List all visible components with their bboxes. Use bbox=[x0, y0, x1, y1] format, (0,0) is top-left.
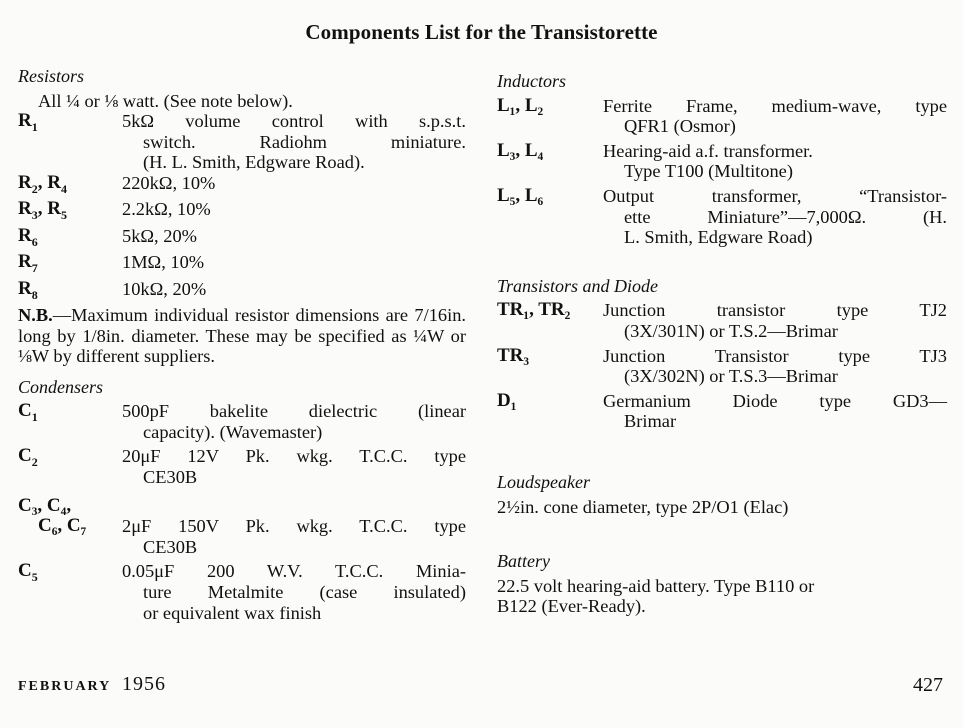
resistors-intro: All ¼ or ⅛ watt. (See note below). bbox=[38, 90, 293, 111]
resistors-heading: Resistors bbox=[18, 66, 85, 86]
transistor-tr3 bbox=[497, 346, 947, 387]
page-title: Components List for the Transistorette bbox=[305, 20, 658, 44]
ref-label: TR₃ bbox=[497, 344, 530, 366]
ref-description: Ferrite Frame, medium-wave, type QFR1 (Osmor) bbox=[603, 95, 947, 137]
left-column bbox=[18, 66, 466, 623]
ref-description: 10kΩ, 20% bbox=[122, 278, 207, 299]
ref-label: $R_3$, $R_5$ bbox=[18, 198, 67, 223]
ref-description: 220kΩ, 10% bbox=[122, 172, 216, 193]
inductor-l5-l6 bbox=[497, 186, 947, 248]
ref-label: D₁ bbox=[497, 389, 517, 411]
ref-description: 5kΩ volume control with s.p.s.t. switch. Radiohm miniature. (H. L. Smith, Edgware Road). bbox=[122, 111, 466, 173]
resistor-r6 bbox=[18, 226, 466, 252]
ref-label: $C_2$ bbox=[18, 445, 38, 470]
resistor-r2-r4 bbox=[18, 173, 466, 199]
ref-label: L₁, L₂ bbox=[497, 94, 544, 116]
condenser-c2 bbox=[18, 446, 466, 487]
ref-description: Output transformer, “Transistor- ette Miniature”—7,000Ω. (H. L. Smith, Edgware Road) bbox=[603, 185, 947, 248]
ref-description: Germanium Diode type GD3— Brimar bbox=[603, 390, 947, 432]
resistor-note bbox=[18, 305, 466, 367]
ref-description: 500pF bakelite dielectric (linear capacity). (Wavemaster) bbox=[122, 401, 466, 442]
condenser-c3-c4-label: C₃, C₄, bbox=[18, 494, 72, 516]
ref-description: 0.05μF 200 W.V. T.C.C. Minia- ture Metalmite (case insulated) or equivalent wax finish bbox=[122, 561, 466, 623]
ref-description: Junction transistor type TJ2 (3X/301N) or T.S.2—Brimar bbox=[603, 300, 947, 341]
ref-label: L₅, L₆ bbox=[497, 184, 544, 206]
footer-year: 1956 bbox=[122, 673, 167, 695]
footer-month: FEBRUARY bbox=[18, 679, 112, 694]
resistor-r1 bbox=[18, 111, 466, 173]
ref-description: 20μF 12V Pk. wkg. T.C.C. type CE30B bbox=[122, 446, 466, 488]
resistor-r7 bbox=[18, 252, 466, 278]
right-column bbox=[497, 66, 947, 617]
page-number: 427 bbox=[913, 674, 943, 696]
ref-label: $R_6$ bbox=[18, 224, 38, 249]
condenser-c5 bbox=[18, 561, 466, 623]
battery-heading: Battery bbox=[497, 551, 550, 572]
ref-label: C₆, C₇ bbox=[38, 515, 87, 537]
note-label: N.B. bbox=[18, 304, 53, 325]
ref-label: $C_1$ bbox=[18, 400, 38, 425]
transistors-heading: Transistors and Diode bbox=[497, 275, 659, 296]
inductor-l3-l4 bbox=[497, 141, 947, 182]
ref-label: $R_8$ bbox=[18, 277, 38, 302]
ref-label: $C_5$ bbox=[18, 560, 38, 585]
ref-label: $R_2$, $R_4$ bbox=[18, 171, 67, 196]
diode-d1 bbox=[497, 391, 947, 432]
ref-description: 2μF 150V Pk. wkg. T.C.C. type CE30B bbox=[122, 516, 466, 557]
inductor-l1-l2 bbox=[497, 96, 947, 137]
ref-description: 1MΩ, 10% bbox=[122, 252, 205, 273]
resistor-r8 bbox=[18, 279, 466, 305]
note-text: —Maximum individual resistor dimensions are 7/16in. long by 1/8in. diameter. These may be specified as ¼W or ⅛W by different suppliers. bbox=[18, 304, 466, 367]
ref-label: L₃, L₄ bbox=[497, 139, 544, 161]
ref-description: Hearing-aid a.f. transformer. Type T100 (Multitone) bbox=[603, 140, 813, 182]
condensers-heading: Condensers bbox=[18, 376, 103, 397]
footer-date bbox=[18, 673, 166, 696]
loudspeaker-text: 2½in. cone diameter, type 2P/O1 (Elac) bbox=[497, 496, 789, 517]
ref-label: $R_7$ bbox=[18, 251, 38, 275]
transistor-tr1-tr2 bbox=[497, 300, 947, 341]
ref-label: TR₁, TR₂ bbox=[497, 299, 571, 321]
condenser-c6-c7 bbox=[18, 516, 466, 557]
ref-label: $R_1$ bbox=[18, 110, 38, 134]
condenser-c1 bbox=[18, 401, 466, 442]
inductors-heading: Inductors bbox=[497, 71, 566, 91]
loudspeaker-heading: Loudspeaker bbox=[497, 471, 590, 492]
resistor-r3-r5 bbox=[18, 199, 466, 225]
battery-line-2: B122 (Ever-Ready). bbox=[497, 596, 646, 617]
ref-description: 5kΩ, 20% bbox=[122, 225, 197, 246]
ref-description: 2.2kΩ, 10% bbox=[122, 199, 211, 220]
battery-line-1: 22.5 volt hearing-aid battery. Type B110 or bbox=[497, 575, 815, 596]
ref-description: Junction Transistor type TJ3 (3X/302N) or T.S.3—Brimar bbox=[603, 345, 947, 387]
